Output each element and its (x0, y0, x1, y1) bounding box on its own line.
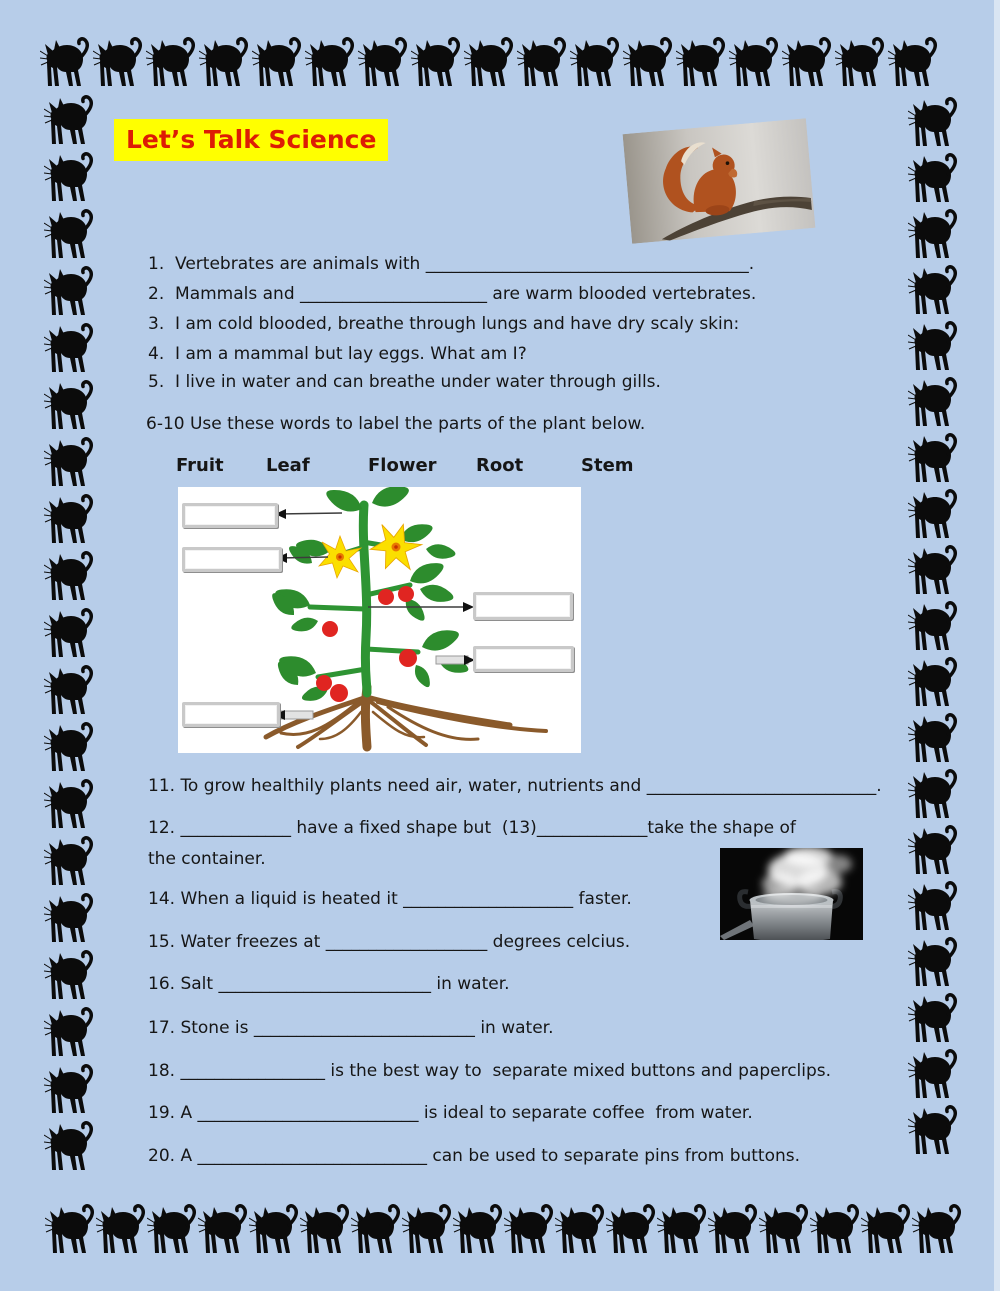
black-cat-icon (44, 208, 96, 264)
black-cat-icon (908, 992, 960, 1048)
black-cat-icon (908, 96, 960, 152)
word-bank-flower: Flower (368, 455, 437, 476)
black-cat-icon (570, 36, 622, 92)
black-cat-icon (44, 664, 96, 720)
black-cat-icon (44, 1006, 96, 1062)
black-cat-icon (464, 36, 516, 92)
black-cat-icon (908, 1104, 960, 1160)
black-cat-icon (305, 36, 357, 92)
flowers (319, 517, 426, 578)
black-cat-icon (44, 379, 96, 435)
question-12-cont: the container. (148, 849, 266, 869)
black-cat-icon (44, 94, 96, 150)
black-cat-icon (44, 778, 96, 834)
black-cat-icon (351, 1203, 403, 1259)
question-12-13: 12. _____________ have a fixed shape but (13)_____________take the shape of (148, 818, 796, 838)
black-cat-icon (908, 656, 960, 712)
question-5: 5. I live in water and can breathe under water through gills. (148, 372, 661, 392)
question-4: 4. I am a mammal but lay eggs. What am I? (148, 344, 527, 364)
black-cat-icon (93, 36, 145, 92)
black-cat-icon (908, 880, 960, 936)
steaming-pot-image (720, 848, 863, 940)
black-cat-icon (861, 1203, 913, 1259)
question-17: 17. Stone is __________________________ in water. (148, 1018, 554, 1038)
question-2: 2. Mammals and ______________________ are warm blooded vertebrates. (148, 284, 757, 304)
black-cat-icon (908, 432, 960, 488)
question-11: 11. To grow healthily plants need air, water, nutrients and ___________________________. (148, 776, 882, 796)
question-18: 18. _________________ is the best way to separate mixed buttons and paperclips. (148, 1061, 832, 1081)
black-cat-icon (44, 436, 96, 492)
black-cat-icon (44, 322, 96, 378)
black-cat-icon (908, 600, 960, 656)
black-cat-icon (908, 152, 960, 208)
black-cat-icon (908, 712, 960, 768)
question-16: 16. Salt _________________________ in water. (148, 974, 510, 994)
black-cat-icon (908, 544, 960, 600)
question-3: 3. I am cold blooded, breathe through lungs and have dry scaly skin: (148, 314, 740, 334)
black-cat-icon (759, 1203, 811, 1259)
black-cat-icon (504, 1203, 556, 1259)
black-cat-icon (453, 1203, 505, 1259)
black-cat-icon (44, 151, 96, 207)
question-1: 1. Vertebrates are animals with ______________________________________. (148, 254, 755, 274)
black-cat-icon (147, 1203, 199, 1259)
black-cat-icon (908, 1048, 960, 1104)
plant-label-box-fruit[interactable] (473, 646, 574, 672)
black-cat-icon (96, 1203, 148, 1259)
word-bank-fruit: Fruit (176, 455, 224, 476)
black-cat-icon (402, 1203, 454, 1259)
black-cat-icon (555, 1203, 607, 1259)
black-cat-icon (358, 36, 410, 92)
black-cat-icon (657, 1203, 709, 1259)
black-cat-icon (411, 36, 463, 92)
black-cat-icon (708, 1203, 760, 1259)
black-cat-icon (44, 892, 96, 948)
black-cat-icon (146, 36, 198, 92)
black-cat-icon (44, 949, 96, 1005)
black-cat-icon (908, 208, 960, 264)
black-cat-icon (888, 36, 940, 92)
question-20: 20. A ___________________________ can be used to separate pins from buttons. (148, 1146, 801, 1166)
plant-label-box-leaf[interactable] (182, 503, 278, 528)
question-19: 19. A __________________________ is ideal to separate coffee from water. (148, 1103, 753, 1123)
black-cat-icon (908, 768, 960, 824)
black-cat-icon (835, 36, 887, 92)
black-cat-icon (729, 36, 781, 92)
black-cat-icon (782, 36, 834, 92)
plant-label-box-flower[interactable] (182, 547, 282, 572)
black-cat-icon (44, 721, 96, 777)
black-cat-icon (623, 36, 675, 92)
black-cat-icon (40, 36, 92, 92)
word-bank-root: Root (476, 455, 524, 476)
page-edge (994, 0, 1000, 1291)
word-bank-leaf: Leaf (266, 455, 310, 476)
black-cat-icon (249, 1203, 301, 1259)
black-cat-icon (908, 264, 960, 320)
plant-label-box-stem[interactable] (473, 592, 573, 620)
black-cat-icon (810, 1203, 862, 1259)
black-cat-icon (44, 550, 96, 606)
stem (363, 505, 367, 693)
black-cat-icon (44, 607, 96, 663)
black-cat-icon (606, 1203, 658, 1259)
black-cat-icon (908, 320, 960, 376)
black-cat-icon (912, 1203, 964, 1259)
black-cat-icon (44, 835, 96, 891)
black-cat-icon (45, 1203, 97, 1259)
question-14: 14. When a liquid is heated it ____________________ faster. (148, 889, 632, 909)
black-cat-icon (908, 488, 960, 544)
black-cat-icon (198, 1203, 250, 1259)
black-cat-icon (908, 936, 960, 992)
page-title: Let’s Talk Science (114, 119, 388, 161)
black-cat-icon (44, 265, 96, 321)
black-cat-icon (517, 36, 569, 92)
black-cat-icon (908, 824, 960, 880)
red-squirrel-image (623, 118, 816, 244)
instruction-6-10: 6-10 Use these words to label the parts of the plant below. (146, 414, 646, 434)
question-15: 15. Water freezes at ___________________ degrees celcius. (148, 932, 631, 952)
black-cat-icon (908, 376, 960, 432)
word-bank-stem: Stem (581, 455, 634, 476)
black-cat-icon (44, 493, 96, 549)
black-cat-icon (44, 1120, 96, 1176)
black-cat-icon (300, 1203, 352, 1259)
black-cat-icon (252, 36, 304, 92)
plant-label-box-root[interactable] (182, 702, 280, 727)
black-cat-icon (199, 36, 251, 92)
black-cat-icon (44, 1063, 96, 1119)
black-cat-icon (676, 36, 728, 92)
